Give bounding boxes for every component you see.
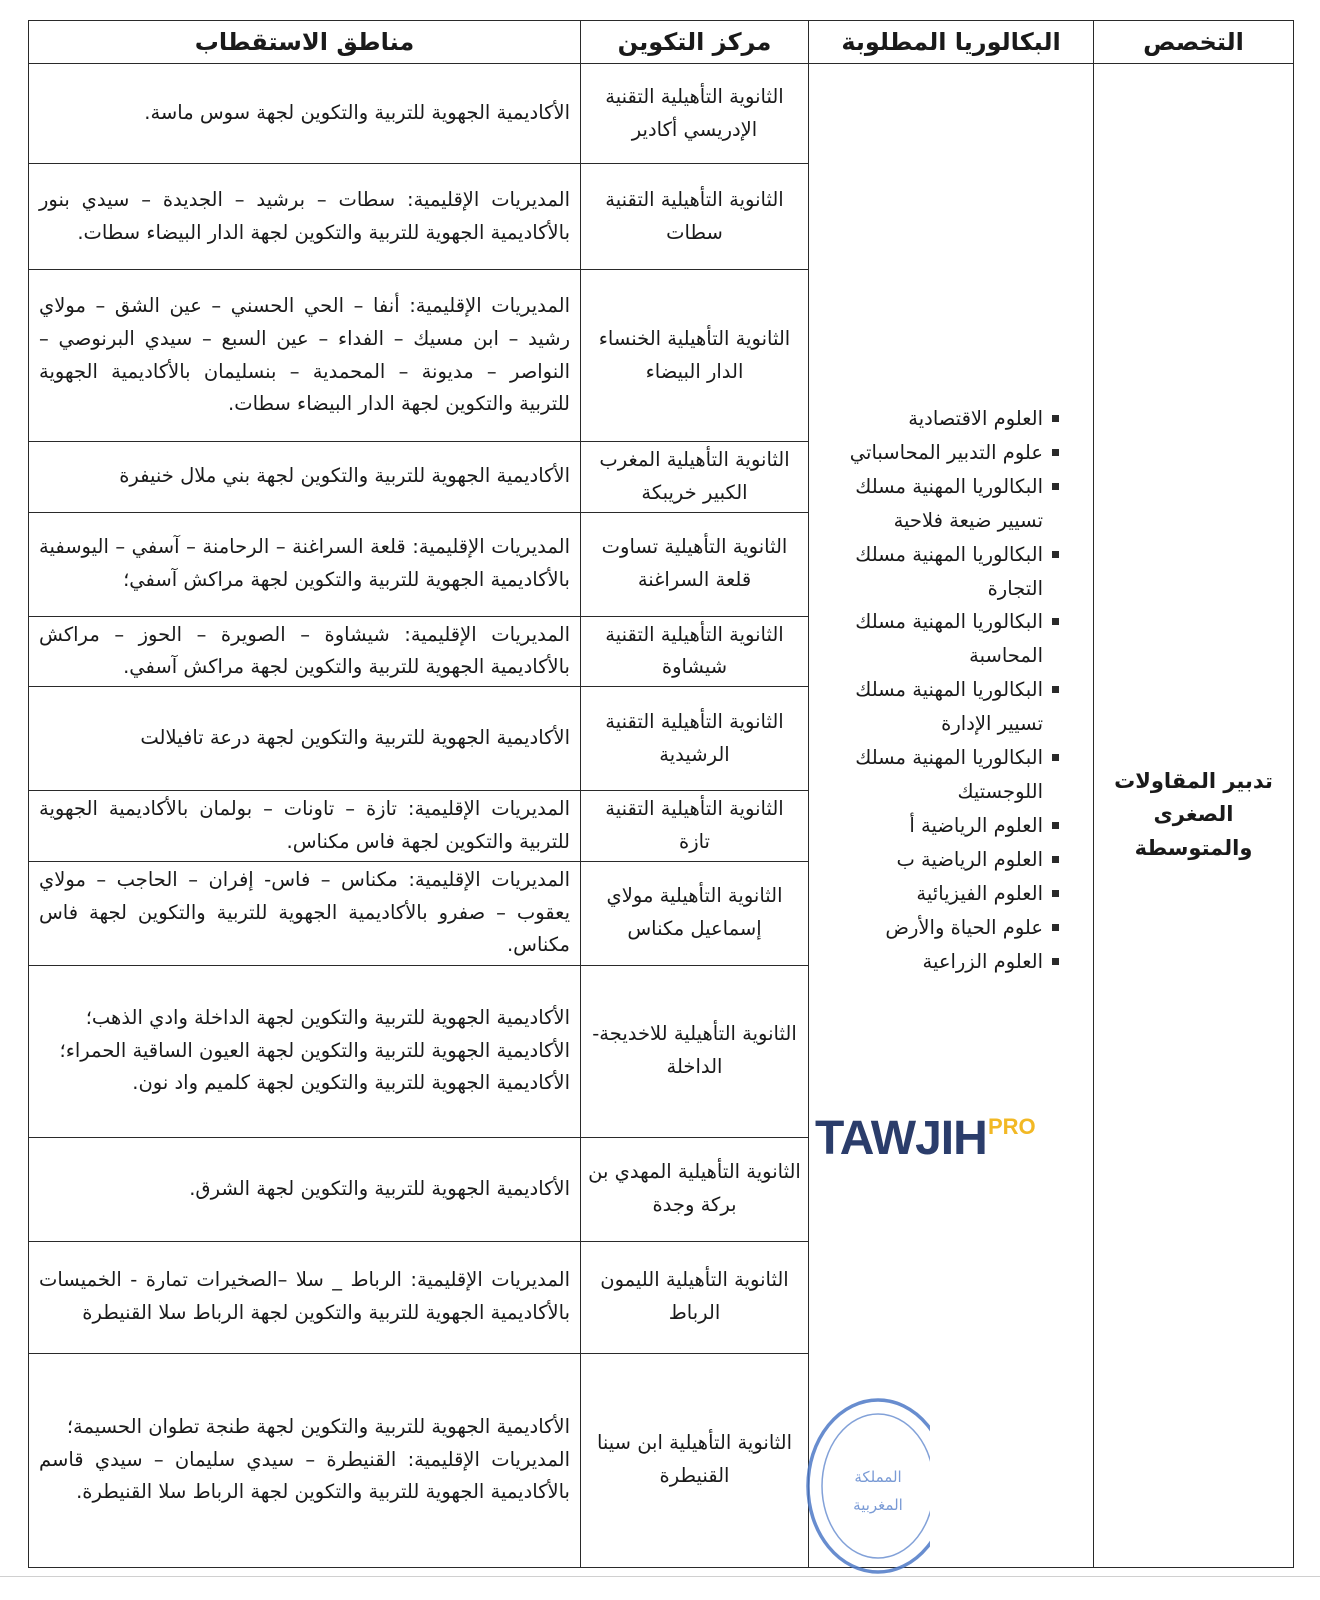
zone-text: الأكاديمية الجهوية للتربية والتكوين لجهة بني ملال خنيفرة bbox=[119, 464, 570, 488]
training-center-cell: الثانوية التأهيلية التقنية الإدريسي أكادير bbox=[581, 64, 809, 164]
training-center-cell: الثانوية التأهيلية الخنساء الدار البيضاء bbox=[581, 270, 809, 442]
bottom-rule bbox=[0, 1576, 1320, 1577]
training-center-cell: الثانوية التأهيلية مولاي إسماعيل مكناس bbox=[581, 861, 809, 965]
zone-text: الأكاديمية الجهوية للتربية والتكوين لجهة درعة تافيلالت bbox=[140, 726, 570, 750]
baccalaureate-item: العلوم الرياضية ب bbox=[823, 843, 1059, 877]
training-center-cell: الثانوية التأهيلية للاخديجة-الداخلة bbox=[581, 965, 809, 1137]
baccalaureate-item: علوم التدبير المحاسباتي bbox=[823, 436, 1059, 470]
zone-text: الأكاديمية الجهوية للتربية والتكوين لجهة العيون الساقية الحمراء؛ bbox=[59, 1038, 570, 1062]
recruitment-zones-cell bbox=[29, 1137, 581, 1241]
recruitment-zones-cell bbox=[29, 1241, 581, 1353]
recruitment-zones-cell bbox=[29, 965, 581, 1137]
training-center-cell: الثانوية التأهيلية تساوت قلعة السراغنة bbox=[581, 512, 809, 616]
header-center: مركز التكوين bbox=[581, 21, 809, 64]
training-center-cell: الثانوية التأهيلية ابن سينا القنيطرة bbox=[581, 1353, 809, 1567]
baccalaureate-item: العلوم الرياضية أ bbox=[823, 809, 1059, 843]
recruitment-zones-cell bbox=[29, 442, 581, 513]
baccalaureate-item: العلوم الفيزيائية bbox=[823, 877, 1059, 911]
training-center-cell: الثانوية التأهيلية التقنية سطات bbox=[581, 164, 809, 270]
zone-text: الأكاديمية الجهوية للتربية والتكوين لجهة الداخلة وادي الذهب؛ bbox=[85, 1005, 570, 1029]
recruitment-zones-cell bbox=[29, 687, 581, 791]
tawjih-pro-logo bbox=[815, 1108, 1055, 1164]
stamp-text-line1: المملكة bbox=[854, 1468, 902, 1486]
table-row bbox=[29, 64, 1294, 164]
orientation-table bbox=[28, 20, 1294, 1568]
recruitment-zones-cell bbox=[29, 616, 581, 687]
baccalaureate-cell bbox=[809, 64, 1094, 1568]
recruitment-zones-cell bbox=[29, 791, 581, 862]
stamp-text-line2: المغربية bbox=[853, 1496, 903, 1514]
recruitment-zones-cell bbox=[29, 270, 581, 442]
baccalaureate-item: البكالوريا المهنية مسلك المحاسبة bbox=[823, 605, 1059, 673]
zone-text: الأكاديمية الجهوية للتربية والتكوين لجهة كلميم واد نون. bbox=[132, 1071, 570, 1095]
recruitment-zones-cell bbox=[29, 512, 581, 616]
zone-text: المديريات الإقليمية: تازة – تاونات – بولمان بالأكاديمية الجهوية للتربية والتكوين لجهة فاس مكناس. bbox=[39, 797, 570, 853]
header-row bbox=[29, 21, 1294, 64]
recruitment-zones-cell bbox=[29, 1353, 581, 1567]
header-specialty: التخصص bbox=[1094, 21, 1294, 64]
baccalaureate-item: العلوم الزراعية bbox=[823, 945, 1059, 979]
baccalaureate-item: علوم الحياة والأرض bbox=[823, 911, 1059, 945]
logo-main-text: TAWJIH bbox=[815, 1112, 987, 1164]
table-body bbox=[29, 64, 1294, 1568]
header-zones: مناطق الاستقطاب bbox=[29, 21, 581, 64]
baccalaureate-list bbox=[823, 402, 1059, 979]
training-center-cell: الثانوية التأهيلية التقنية الرشيدية bbox=[581, 687, 809, 791]
training-center-cell: الثانوية التأهيلية المهدي بن بركة وجدة bbox=[581, 1137, 809, 1241]
baccalaureate-item: البكالوريا المهنية مسلك اللوجستيك bbox=[823, 741, 1059, 809]
training-center-cell: الثانوية التأهيلية الليمون الرباط bbox=[581, 1241, 809, 1353]
zone-text: الأكاديمية الجهوية للتربية والتكوين لجهة سوس ماسة. bbox=[144, 101, 570, 125]
zone-text: المديريات الإقليمية: القنيطرة – سيدي سليمان – سيدي قاسم بالأكاديمية الجهوية للتربية والتكوين لجهة الرباط سلا القنيطرة. bbox=[39, 1447, 570, 1504]
baccalaureate-item: البكالوريا المهنية مسلك التجارة bbox=[823, 538, 1059, 606]
zone-text: المديريات الإقليمية: قلعة السراغنة – الرحامنة – آسفي – اليوسفية بالأكاديمية الجهوية للتربية والتكوين لجهة مراكش آسفي؛ bbox=[39, 535, 570, 591]
training-center-cell: الثانوية التأهيلية التقنية شيشاوة bbox=[581, 616, 809, 687]
baccalaureate-item: العلوم الاقتصادية bbox=[823, 402, 1059, 436]
zone-text: المديريات الإقليمية: أنفا – الحي الحسني – عين الشق – مولاي رشيد – ابن مسيك – الفداء – عين السبع – سيدي البرنوصي – النواصر – مديونة – المحمدية – بنسليمان بالأكاديمية الجهوية للتربية والتكوين لجهة الدار البيضاء سطات. bbox=[39, 294, 570, 416]
header-baccalaureate: البكالوريا المطلوبة bbox=[809, 21, 1094, 64]
zone-text: المديريات الإقليمية: الرباط _ سلا –الصخيرات تمارة - الخميسات بالأكاديمية الجهوية للتربية والتكوين لجهة الرباط سلا القنيطرة bbox=[39, 1268, 570, 1324]
specialty-cell: تدبير المقاولات الصغرى والمتوسطة bbox=[1094, 64, 1294, 1568]
zone-text: المديريات الإقليمية: شيشاوة – الصويرة – الحوز – مراكش بالأكاديمية الجهوية للتربية والتكوين لجهة مراكش آسفي. bbox=[39, 622, 570, 679]
official-stamp bbox=[800, 1398, 930, 1578]
logo-pro-text: PRO bbox=[988, 1114, 1036, 1139]
zone-text: الأكاديمية الجهوية للتربية والتكوين لجهة طنجة تطوان الحسيمة؛ bbox=[66, 1414, 570, 1438]
recruitment-zones-cell bbox=[29, 861, 581, 965]
training-center-cell: الثانوية التأهيلية المغرب الكبير خريبكة bbox=[581, 442, 809, 513]
baccalaureate-item: البكالوريا المهنية مسلك تسيير ضيعة فلاحية bbox=[823, 470, 1059, 538]
zone-text: المديريات الإقليمية: سطات – برشيد – الجديدة – سيدي بنور بالأكاديمية الجهوية للتربية والتكوين لجهة الدار البيضاء سطات. bbox=[39, 187, 570, 244]
recruitment-zones-cell bbox=[29, 64, 581, 164]
zone-text: المديريات الإقليمية: مكناس – فاس- إفران – الحاجب – مولاي يعقوب – صفرو بالأكاديمية الجهوية للتربية والتكوين لجهة فاس مكناس. bbox=[39, 867, 570, 957]
training-center-cell: الثانوية التأهيلية التقنية تازة bbox=[581, 791, 809, 862]
baccalaureate-item: البكالوريا المهنية مسلك تسيير الإدارة bbox=[823, 673, 1059, 741]
zone-text: الأكاديمية الجهوية للتربية والتكوين لجهة الشرق. bbox=[189, 1176, 570, 1200]
recruitment-zones-cell bbox=[29, 164, 581, 270]
